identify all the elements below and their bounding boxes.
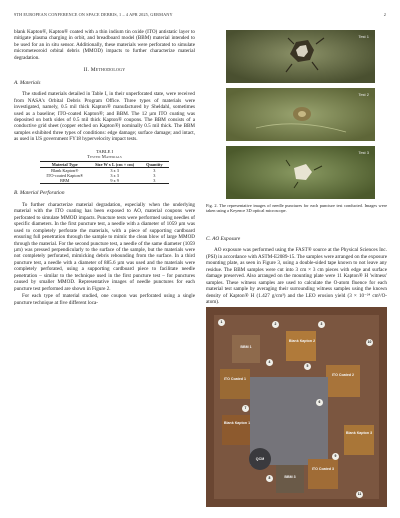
table-header-cell: Quantity <box>146 162 163 168</box>
table-cell: 3 <box>153 173 156 179</box>
ao-heading: C. AO Exposure <box>206 236 241 242</box>
witness-marker: 1 <box>218 319 225 326</box>
label-blank-kapton-1: Blank Kapton 1 <box>223 421 251 425</box>
witness-marker: 3 <box>318 321 325 328</box>
table-cell: 9 x 9 <box>110 178 119 184</box>
microscope-image-test-3 <box>226 146 375 199</box>
figure-2 <box>226 30 375 200</box>
ao-paragraph: AO exposure was performed using the FAST® source at the Physical Sciences Inc. (PSI) in accordance with ASTM-E2089-15. The samples were arranged on the exposure mounting plate, as seen in Figure 3, using a double-sided tape known to not leave any residue. The BBM samples were cut into 3 cm × 3 cm pieces with edge and surface damage preserved. Also arranged on the mounting plate were 11 Kapton® H 'witness' samples. These witness samples are used to calculate the O-atom fluence for each material test sample by averaging their surrounding witness samples using the known density of Kapton® H (1.427 g/cm³) and the LEO erosion yield (3 × 10⁻²⁴ cm³/O-atom). <box>206 247 387 306</box>
table-cell: 3 x 3 <box>110 168 119 174</box>
witness-marker: 7 <box>242 405 249 412</box>
table-cell: Blank Kapton® <box>51 168 79 174</box>
perforation-paragraph: To further characterize material degradation, especially when the underlying material with the ITO coating has been exposed to AO, material coupons were perforated to simulate MMOD impacts. Puncture tests were performed using needles of specific diameters. In the first puncture test, a needle with a diameter of 1059 µm was used to completely perforate the materials, with a piece of supporting cardboard ensuring full penetration through the sample to mimic the clean blow of large MMOD through the material. For the second puncture test, a needle of the same diameter (1059 µm) was pressed perpendicularly to the surface of the sample, but the materials were not completely perforated, mimicking debris rebounding from the surface. In a third puncture test, a needle with a diameter of 885.6 µm was used and the materials were completely perforated, using a supporting cardboard piece to facilitate needle penetration – similar to the technique used in the first puncture test – for punctures caused by smaller MMOD. Representative images of needle punctures for each puncture test performed are shown in Figure 2. <box>14 201 195 292</box>
table-header-cell: Size W x L (cm × cm) <box>95 162 135 168</box>
perforation-heading: B. Material Perforation <box>14 190 65 197</box>
table-title: Tested Materials <box>87 154 122 160</box>
witness-marker: 10 <box>367 340 372 344</box>
table-header-row <box>40 162 168 168</box>
witness-marker: 2 <box>272 321 279 328</box>
panel-label: Test 3 <box>358 150 369 155</box>
section-heading: II. Methodology <box>83 67 126 74</box>
witness-marker: 5 <box>304 363 311 370</box>
table-cell: 3 <box>153 178 156 184</box>
table-label: TABLE I <box>95 148 114 154</box>
page-header <box>14 12 386 20</box>
label-bbm-1: BBM 1 <box>240 345 252 349</box>
witness-marker: 6 <box>316 399 323 406</box>
label-ito-coated-1: ITO Coated 1 <box>223 377 247 381</box>
perforation-paragraph-2: For each type of material studied, one coupon was perforated using a single puncture technique at five different loca- <box>14 293 195 306</box>
label-qcm: QCM <box>255 457 265 461</box>
table-cell: BBM <box>59 178 70 184</box>
table-cell: ITO-coated Kapton® <box>46 173 84 179</box>
figure-2-caption: Fig. 2. The representative images of needle punctures for each puncture test conducted. Images were taken using a Keyence 3D optical microscope. <box>206 203 387 214</box>
table-row <box>40 178 168 184</box>
witness-marker: 8 <box>266 475 273 482</box>
witness-marker: 9 <box>332 453 339 460</box>
label-blank-kapton-3: Blank Kapton 3 <box>345 431 373 435</box>
label-bbm-3: BBM 3 <box>284 475 296 479</box>
right-column <box>206 236 387 307</box>
running-head: 9TH EUROPEAN CONFERENCE ON SPACE DEBRIS, 1 – 4 APR 2025, GERMANY <box>14 12 173 17</box>
table-header-cell: Material Type <box>51 162 78 168</box>
label-blank-kapton-2: Blank Kapton 2 <box>288 339 316 343</box>
page-number: 2 <box>383 12 386 17</box>
materials-paragraph: The studied materials detailed in Table I, in their unperforated state, were received from NASA's Orbital Debris Program Office. Three types of materials were investigated, namely, 0.5 mil thick Kapton® manufactured by Sheldahl, sometimes used as a baseline; ITO-coated Kapton®; and BBM. The 12 µm ITO coating was deposited on both sides of 0.5 mil thick Kapton® coupons. The BBM consists of a conductive grid sheet (copper etched on Kapton®) nominally 0.5 mil thick. The BBM samples exhibited three types of conditions: edge damage; surface damage; and intact, as used in US government FY18 hypervelocity impact tests. <box>14 91 195 143</box>
label-ito-coated-2: ITO Coated 2 <box>331 373 355 377</box>
materials-heading: A. Materials <box>14 79 41 86</box>
table-cell: 3 x 3 <box>110 173 119 179</box>
witness-marker: 11 <box>357 492 362 496</box>
label-ito-coated-3: ITO Coated 3 <box>311 467 335 471</box>
microscope-image-test-2 <box>226 88 375 141</box>
panel-label: Test 2 <box>358 92 369 97</box>
panel-label: Test 1 <box>358 34 369 39</box>
table-caption <box>14 149 195 160</box>
intro-paragraph: blank Kapton®, Kapton® coated with a thin indium tin oxide (ITO) antistatic layer to mitigate plasma charging in orbit, and breadboard model (BBM) material intended to be used for an in situ sensor. Additionally, these materials were perforated to simulate micrometeoroid orbital debris (MMOD) impacts to further characterize material degradation. <box>14 29 195 61</box>
figure-3-mounting-plate <box>206 307 387 507</box>
microscope-image-test-1 <box>226 30 375 83</box>
table-cell: 3 <box>153 168 156 174</box>
witness-marker: 4 <box>266 359 273 366</box>
left-column <box>14 29 195 307</box>
materials-table <box>40 161 168 184</box>
